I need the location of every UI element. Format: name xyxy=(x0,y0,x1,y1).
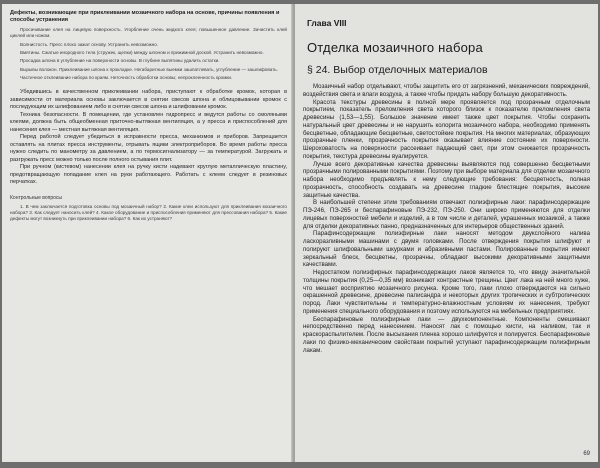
defect-item: Просадкa шпона в углубление на поверхности основы. В глубине выпятины удалить остатки. xyxy=(20,58,220,64)
left-body-text xyxy=(10,89,287,187)
section-title: § 24. Выбор отделочных материалов xyxy=(307,64,488,76)
questions-title: Контрольные вопросы xyxy=(10,194,62,201)
defect-item: Частичное отклеивание набора по краям. Неточность обработки основы; непроклеенность кромки. xyxy=(20,74,233,80)
paragraph: Убедившись в качественном приклеивании набора, приступают к обработке кромок, которая в зависимости от материала основы заключается в снятии свесов шпона и облицовывании кромок с последующим их шлифованием либо в снятии свесов шпона и шлифовании кромок. xyxy=(10,89,287,111)
paragraph: Лучше всего декоративные качества древесины выявляются под совершенно бесцветными прозрачными полированными покрытиями. Поэтому при выборе материала для отделки мозаичного набора необходимо предъявлять к нему следующие требования: бесцветность, полная прозрачность, способность создавать на древесине гладкие блестящие покрытия, высокие защитные качества. xyxy=(303,160,590,199)
defect-item: Просачивание клея на лицевую поверхность. Угорбление очень жидкого клея; повышенное давление. Зачистить клей циклей или ножом. xyxy=(10,27,287,39)
defect-item: Волнистость. Пресс плохо зажат основу. Устранить невозможно. xyxy=(20,41,159,47)
left-page xyxy=(2,4,293,462)
paragraph: Мозаичный набор отделывают, чтобы защитить его от загрязнений, механических повреждений, воздействия света и влаги воздуха, а также чтобы придать набору большую декоративность. xyxy=(303,83,590,98)
paragraph: Недостатком полиэфирных парафинсодержащих лаков является то, что ввиду значительной толщины покрытия (0,25—0,35 мм) возникают контрастные трещины. Цвет лака на ней много хуже, что мешает восприятию мозаичного рисунка. Кроме того, лаки плохо отверждаются на сильно окрашенной древесине, древесине палисандра и некоторых других тропических и субтропических пород. Лаки чувствительны и температурно-влажностным условиям их нанесения, требуют применения специального оборудования и поэтому используются на мебельных предприятиях. xyxy=(303,269,590,315)
paragraph: Беспарафиновые полиэфирные лаки — двухкомпонентные. Компоненты смешивают непосредственно перед нанесением. Наносят лак с помощью кисти, на наливом, так и краскораспылителем. После высыхания пленка хорошо шлифуется и полируется. Беспарафиновые лаки по физико-механическим свойствам покрытий уступают парафинсодержащим полиэфирным лакам. xyxy=(303,315,590,354)
right-page xyxy=(295,4,598,462)
paragraph: В наибольшей степени этим требованиям отвечают полиэфирные лаки: парафинсодержащие ПЭ-246, ПЭ-265 и беспарафиновые ПЭ-232, ПЭ-250. Они широко применяются для отделки лицевых поверхностей мебели и изделий, а в том числе и деталей, украшенных мозаикой, а также для отделки декоративных панно, предназначенных для интерьеров общественных зданий. xyxy=(303,199,590,230)
page-number: 69 xyxy=(583,451,590,457)
chapter-title: Отделка мозаичного набора xyxy=(307,40,483,55)
paragraph: Перед работой следует убедиться в исправности пресса, механизмов и приборов. Запрещается оставлять на плитах пресса инструменты, отрывать ящики электроприборов. Во время работы пресса нужно следить по манометру за давлением, а по термосигнализатору — за температурой. Загружать и разгружать пресс можно только после полного остывания плит. xyxy=(10,134,287,163)
defects-list xyxy=(10,27,287,81)
right-body-text xyxy=(303,83,590,354)
defect-item: Вмятины. Сжатые инородного тела (стружек, щепки) между шпоном и прижимной доской. Устранить невозможно. xyxy=(20,50,264,56)
paragraph: Техника безопасности. В помещении, где установлен гидропресс и ведутся работы со смоляными клеями, должна быть общеобменная приточно-вытяжная вентиляция, а у пресса и приспособлений для нанесения клея — местная вытяжная вентиляция. xyxy=(10,111,287,133)
paragraph: Парафинсодержащие полиэфирные лаки наносят методом двукслойного налива ласкоразливными машинами с двумя головками. После отверждения покрытия шлифуют и полируют шлифовальными шкурками и абразивными пастами. Полированные покрытия имеют зеркальный блеск, бесцветны, прозрачны, обладают высокими декоративными защитными качествами. xyxy=(303,230,590,269)
questions-text: 1. В чем заключается подготовка основы под мозаичный набор? 2. Какие клеи используют для приклеивания мозаичного набора? 3. Как следует наносить клей? 4. Какое оборудование и приспособления применяют для прессования набора? 5. Какие дефекты могут возникнуть при приклеивании набора? 6. Как их устраняют? xyxy=(10,203,287,222)
chapter-number: Глава VIII xyxy=(307,18,347,28)
defects-table-title: Дефекты, возникающие при приклеивании мозаичного набора на основе, причины появления и способы устранения xyxy=(10,10,280,23)
paragraph: Красота текстуры древесины в полной мере проявляется под прозрачным отделочным покрытием, показатель преломления света которого близок к показателю преломления света древесины (1,53—1,55). Большое значение имеет также цвет покрытия. Чтобы сохранить натуральный цвет древесины и не нарушить колорита мозаичного набора, необходимо применять бесцветные, обладающие бесцветные, светостойкие покрытия. На многих материалах, образующих прозрачные пленки, прозрачность покрытия оказывает влияние состояние их поверхности. Шероховатость на поверхности рассеивает падающий свет, при этом снижается прозрачность покрытия, текстура древесины вуалируется. xyxy=(303,98,590,160)
paragraph: При ручном (кистевом) нанесении клея на ручку кисти надевают круглую металлическую пластину, предотвращающую попадание клея на руки работающего. Работать с клеем следует в резиновых перчатках. xyxy=(10,164,287,186)
defect-item: Вырывы волокон. Приклеивание шпона к прокладке. Негабаритные выемки зашпатлевать, углубление — зашлифовать. xyxy=(20,66,278,72)
